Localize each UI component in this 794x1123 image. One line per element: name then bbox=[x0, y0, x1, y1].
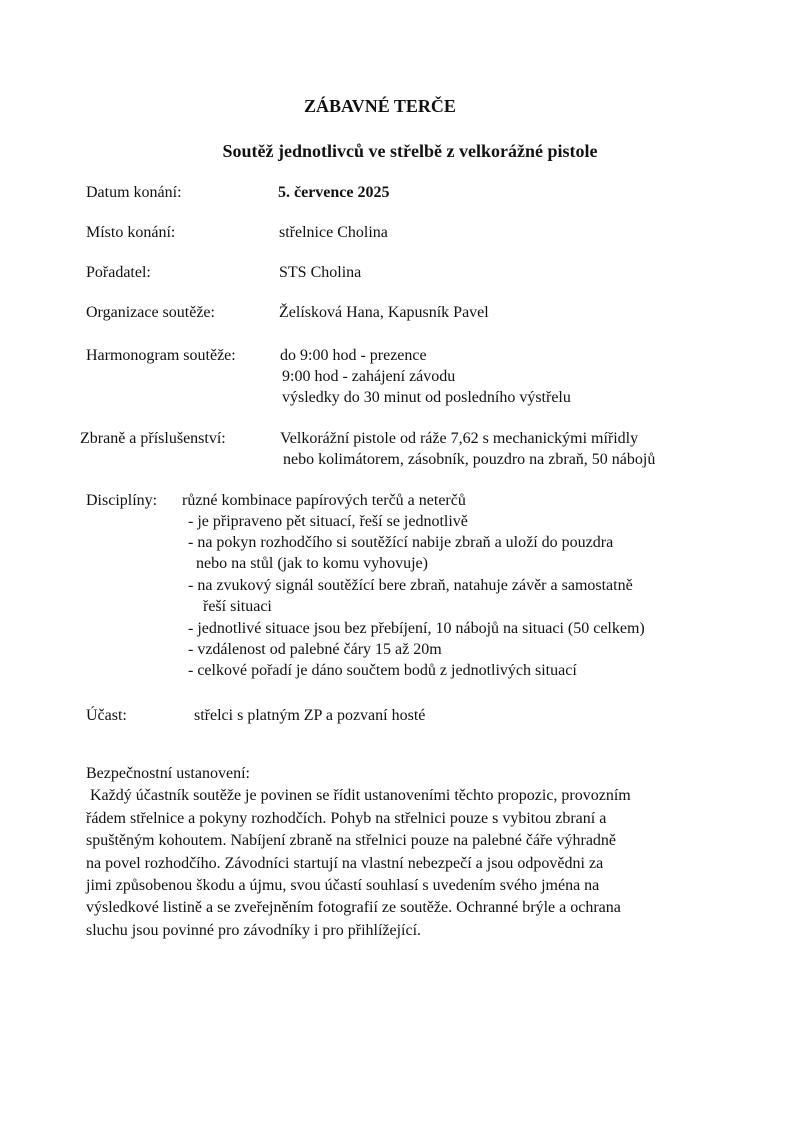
discipline-item: - vzdálenost od palebné čáry 15 až 20m bbox=[188, 641, 442, 658]
discipline-item: - na pokyn rozhodčího si soutěžící nabije zbraň a uloží do pouzdra bbox=[188, 534, 614, 551]
safety-heading: Bezpečnostní ustanovení: bbox=[86, 765, 250, 782]
equipment-line: Velkorážní pistole od ráže 7,62 s mechanickými mířidly bbox=[280, 430, 639, 447]
equipment-label: Zbraně a příslušenství: bbox=[80, 430, 226, 447]
document-title: ZÁBAVNÉ TERČE bbox=[304, 96, 456, 116]
safety-line: výsledkové listině a se zveřejněním fotografií ze soutěže. Ochranné brýle a ochrana bbox=[86, 899, 621, 917]
place-value: střelnice Cholina bbox=[279, 224, 388, 241]
safety-line: Každý účastník soutěže je povinen se řídit ustanoveními těchto propozic, provozním bbox=[86, 787, 631, 805]
discipline-item: - na zvukový signál soutěžící bere zbraň, natahuje závěr a samostatně bbox=[188, 577, 633, 594]
equipment-line: nebo kolimátorem, zásobník, pouzdro na zbraň, 50 nábojů bbox=[283, 451, 656, 468]
date-value: 5. července 2025 bbox=[278, 184, 390, 201]
disciplines-intro: různé kombinace papírových terčů a neterčů bbox=[182, 492, 466, 509]
discipline-item: nebo na stůl (jak to komu vyhovuje) bbox=[196, 555, 428, 572]
safety-line: sluchu jsou povinné pro závodníky i pro přihlížející. bbox=[86, 921, 422, 939]
safety-line: spuštěným kohoutem. Nabíjení zbraně na střelnici pouze na palebné čáře výhradně bbox=[86, 832, 617, 850]
discipline-item: - celkové pořadí je dáno součtem bodů z jednotlivých situací bbox=[188, 662, 577, 679]
safety-section bbox=[86, 763, 725, 942]
discipline-item: řeší situaci bbox=[203, 598, 272, 615]
date-label: Datum konání: bbox=[86, 184, 182, 201]
organizer-label: Pořadatel: bbox=[86, 264, 151, 281]
document-subtitle: Soutěž jednotlivců ve střelbě z velkorážné pistole bbox=[222, 141, 598, 161]
organization-value: Želísková Hana, Kapusník Pavel bbox=[279, 304, 489, 321]
place-label: Místo konání: bbox=[86, 224, 176, 241]
schedule-line: výsledky do 30 minut od posledního výstřelu bbox=[282, 389, 571, 406]
schedule-line: 9:00 hod - zahájení závodu bbox=[282, 368, 456, 385]
schedule-label: Harmonogram soutěže: bbox=[86, 347, 236, 364]
safety-line: jimi způsobenou škodu a újmu, svou účastí souhlasí s uvedením svého jména na bbox=[86, 877, 600, 895]
organizer-value: STS Cholina bbox=[279, 264, 362, 281]
discipline-item: - je připraveno pět situací, řeší se jednotlivě bbox=[188, 513, 468, 530]
organization-label: Organizace soutěže: bbox=[86, 304, 215, 321]
safety-line: na povel rozhodčího. Závodníci startují na vlastní nebezpečí a jsou odpovědni za bbox=[86, 854, 604, 872]
schedule-line: do 9:00 hod - prezence bbox=[280, 347, 427, 364]
safety-line: řádem střelnice a pokyny rozhodčích. Pohyb na střelnici pouze s vybitou zbraní a bbox=[86, 809, 607, 827]
discipline-item: - jednotlivé situace jsou bez přebíjení, 10 nábojů na situaci (50 celkem) bbox=[188, 620, 645, 637]
participation-label: Účast: bbox=[86, 707, 127, 724]
participation-value: střelci s platným ZP a pozvaní hosté bbox=[194, 707, 426, 724]
disciplines-label: Disciplíny: bbox=[86, 492, 158, 509]
